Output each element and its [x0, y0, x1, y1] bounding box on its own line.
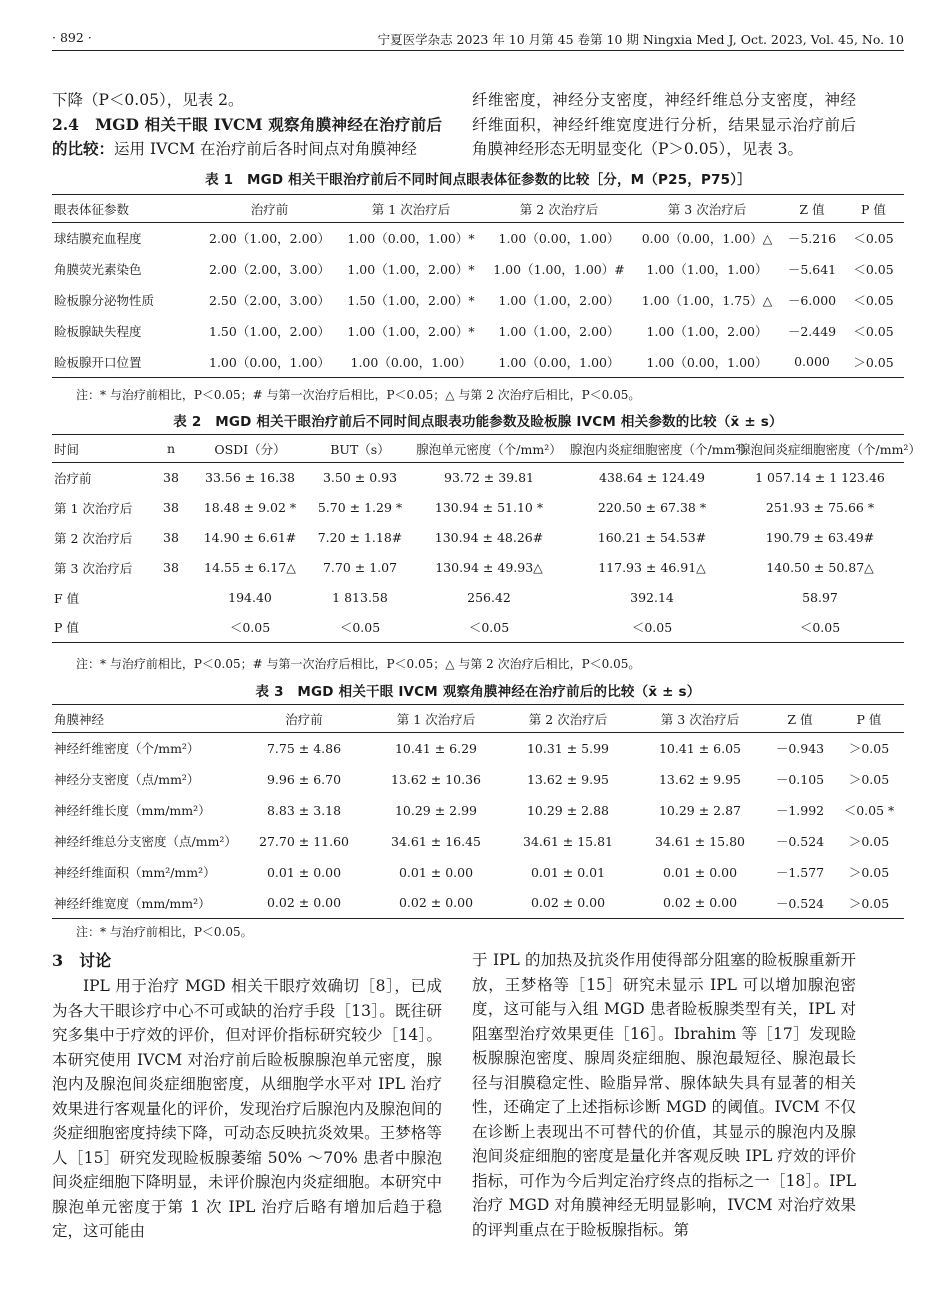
top-left-column: [52, 88, 442, 162]
cell: 160.21 ± 54.53#: [597, 530, 707, 545]
running-header: [52, 28, 904, 51]
cell: 190.79 ± 63.49#: [765, 530, 875, 545]
col-header: 时间: [52, 435, 152, 463]
cell: 1.50（1.00，2.00）*: [347, 293, 475, 308]
cell: 0.01 ± 0.00: [662, 864, 738, 880]
journal-info: 宁夏医学杂志 2023 年 10 月第 45 卷第 10 期 Ningxia Med J, Oct. 2023, Vol. 45, No. 10: [377, 32, 904, 47]
cell: 神经纤维长度（mm/mm²）: [54, 803, 211, 818]
table-row: [52, 285, 904, 316]
cell: 438.64 ± 124.49: [599, 470, 705, 486]
table-row: [52, 826, 904, 857]
table-row: [52, 764, 904, 795]
cell: 392.14: [630, 590, 674, 605]
cell: 0.000: [781, 347, 843, 378]
cell: 1.00（1.00，2.00）: [498, 293, 620, 308]
cell: 1.00（0.00，1.00）: [498, 231, 620, 247]
cell: －5.641: [787, 262, 837, 277]
top-right-column: [472, 88, 856, 162]
cell: －1.577: [775, 865, 825, 880]
cell: 0.01 ± 0.00: [266, 864, 342, 880]
cell: 130.94 ± 48.26#: [434, 530, 544, 545]
table1-note: 注：* 与治疗前相比，P＜0.05；# 与第一次治疗后相比，P＜0.05；△ 与第 2 次治疗后相比，P＜0.05。: [76, 388, 641, 402]
cell: 0.02 ± 0.00: [238, 888, 370, 919]
cell: 睑板腺开口位置: [52, 347, 202, 378]
table-row: [52, 613, 904, 643]
cell: －2.449: [787, 324, 837, 339]
col-header: 治疗前: [202, 195, 337, 223]
cell: 1.50（1.00，2.00）: [209, 324, 330, 339]
cell: 角膜荧光素染色: [54, 262, 142, 277]
cell: [152, 613, 190, 643]
cell: 球结膜充血程度: [54, 231, 142, 247]
cell: 7.20 ± 1.18#: [317, 530, 403, 545]
cell: ＞0.05: [848, 772, 890, 787]
cell: 0.02 ± 0.00: [502, 888, 634, 919]
col-header: 腺泡间炎症细胞密度（个/mm²）: [736, 435, 904, 463]
col-header: 腺泡内炎症细胞密度（个/mm²）: [568, 435, 736, 463]
cell: ＜0.05: [853, 262, 894, 277]
col-header: 第 2 次治疗后: [502, 705, 634, 733]
col-header: 第 1 次治疗后: [337, 195, 485, 223]
col-header: 治疗前: [238, 705, 370, 733]
discussion-right-column: [472, 948, 856, 1242]
col-header: P 值: [843, 195, 904, 223]
cell: 1.00（0.00，1.00）: [337, 347, 485, 378]
section-3-heading: 3 讨论: [52, 951, 112, 970]
cell: 10.41 ± 6.29: [394, 740, 478, 756]
table-row: [52, 254, 904, 285]
cell: 1.00（1.00，2.00）*: [347, 262, 475, 277]
cell: 1.00（1.00，2.00）*: [347, 324, 475, 339]
cell: 神经纤维总分支密度（点/mm²）: [54, 834, 237, 849]
table3-note: 注：* 与治疗前相比，P＜0.05。: [76, 925, 253, 939]
col-header: 第 2 次治疗后: [485, 195, 633, 223]
cell: 治疗前: [54, 470, 92, 486]
table-row: [52, 857, 904, 888]
paragraph: 于 IPL 的加热及抗炎作用使得部分阻塞的睑板腺重新开放，王梦格等［15］研究未显示 IPL 可以增加腺泡密度，这可能与入组 MGD 患者睑板腺类型有关，IPL 对阻塞型治疗效果更佳［16］。Ibrahim 等［17］发现睑板腺腺泡密度、腺周炎症细胞、腺泡最短径、腺泡最长径与泪膜稳定性、睑脂异常、腺体缺失具有显著的相关性，还确定了上述指标诊断 MGD 的阈值。IVCM 不仅在诊断上表现出不可替代的价值，其显示的腺泡内及腺泡间炎症细胞的密度是量化并客观反映 IPL 疗效的评价指标，可作为今后判定治疗终点的指标之一［18］。IPL 治疗 MGD 对角膜神经无明显影响，IVCM 对治疗效果的评判重点在于睑板腺指标。第: [472, 951, 856, 1239]
page-number: · 892 ·: [52, 30, 92, 45]
cell: 0.01 ± 0.01: [530, 864, 606, 880]
col-header: BUT（s）: [310, 435, 410, 463]
cell: 10.41 ± 6.05: [658, 740, 742, 756]
cell: ＜0.05: [853, 324, 894, 339]
cell: ＜0.05: [190, 613, 310, 643]
cell: 13.62 ± 9.95: [658, 771, 742, 787]
cell: 10.29 ± 2.87: [658, 802, 742, 818]
table-row: [52, 795, 904, 826]
col-header: 腺泡单元密度（个/mm²）: [410, 435, 568, 463]
cell: 14.90 ± 6.61#: [203, 530, 297, 545]
cell: ＞0.05: [843, 347, 904, 378]
cell: 8.83 ± 3.18: [266, 802, 342, 818]
cell: ＜0.05: [853, 231, 894, 247]
cell: 5.70 ± 1.29 *: [317, 500, 403, 515]
col-header: 第 3 次治疗后: [633, 195, 781, 223]
cell: 13.62 ± 10.36: [391, 771, 481, 787]
cell: －5.216: [787, 231, 837, 247]
cell: 130.94 ± 51.10 *: [434, 500, 544, 515]
cell: 2.00（1.00，2.00）: [209, 231, 330, 247]
table-row: [52, 523, 904, 553]
table3-caption: 表 3 MGD 相关干眼 IVCM 观察角膜神经在治疗前后的比较（x̄ ± s）: [255, 684, 701, 700]
cell: 1.00（1.00，1.00）: [646, 262, 768, 277]
cell: ＜0.05: [736, 613, 904, 643]
col-header: 第 3 次治疗后: [634, 705, 766, 733]
table-row: [52, 223, 904, 254]
cell: 251.93 ± 75.66 *: [765, 500, 875, 515]
table-row: [52, 347, 904, 378]
cell: 130.94 ± 49.93△: [435, 560, 543, 575]
col-header: 第 1 次治疗后: [370, 705, 502, 733]
cell: 神经纤维面积（mm²/mm²）: [54, 865, 216, 880]
cell: ＜0.05 *: [843, 803, 895, 818]
cell: 220.50 ± 67.38 *: [597, 500, 707, 515]
table-row: [52, 888, 904, 919]
cell: 58.97: [802, 590, 838, 605]
cell: 38: [163, 560, 179, 575]
col-header: 眼表体征参数: [52, 195, 202, 223]
cell: 1.00（1.00，1.75）△: [641, 293, 773, 308]
cell: 0.01 ± 0.00: [398, 864, 474, 880]
cell: 1 813.58: [332, 590, 388, 605]
cell: 1.00（0.00，1.00）*: [347, 231, 475, 247]
cell: －0.524: [766, 888, 834, 919]
cell: 27.70 ± 11.60: [259, 833, 349, 849]
cell: 1.00（0.00，1.00）: [485, 347, 633, 378]
col-header: P 值: [834, 705, 904, 733]
cell: 38: [163, 470, 179, 486]
cell: 1.00（1.00，2.00）: [498, 324, 620, 339]
col-header: n: [152, 435, 190, 463]
cell: 13.62 ± 9.95: [526, 771, 610, 787]
cell: 7.70 ± 1.07: [322, 560, 398, 575]
cell: 117.93 ± 46.91△: [598, 560, 706, 575]
cell: ＜0.05: [310, 613, 410, 643]
cell: ＜0.05: [568, 613, 736, 643]
cell: ＞0.05: [848, 741, 890, 757]
section-2-4: [52, 113, 442, 162]
table2-caption: 表 2 MGD 相关干眼治疗前后不同时间点眼表功能参数及睑板腺 IVCM 相关参数的比较（x̄ ± s）: [173, 414, 783, 430]
cell: ＜0.05: [853, 293, 894, 308]
cell: ＜0.05: [410, 613, 568, 643]
table2-note: 注：* 与治疗前相比，P＜0.05；# 与第一次治疗后相比，P＜0.05；△ 与第 2 次治疗后相比，P＜0.05。: [76, 657, 641, 671]
cell: －6.000: [787, 293, 837, 308]
cell: 1.00（1.00，2.00）: [646, 324, 768, 339]
cell: [152, 583, 190, 613]
cell: 神经纤维宽度（mm/mm²）: [52, 888, 238, 919]
cell: 第 2 次治疗后: [54, 530, 133, 546]
cell: 256.42: [467, 590, 511, 605]
cell: 神经分支密度（点/mm²）: [54, 772, 200, 787]
paragraph-text: 运用 IVCM 在治疗前后各时间点对角膜神经: [114, 140, 417, 158]
cell: 7.75 ± 4.86: [266, 740, 342, 756]
cell: 14.55 ± 6.17△: [204, 560, 296, 575]
table-row: [52, 316, 904, 347]
cell: 34.61 ± 16.45: [391, 833, 481, 849]
cell: 0.02 ± 0.00: [370, 888, 502, 919]
cell: ＞0.05: [848, 834, 890, 849]
paragraph: 纤维密度，神经分支密度，神经纤维总分支密度，神经纤维面积，神经纤维宽度进行分析，结果显示治疗前后角膜神经形态无明显变化（P＞0.05），见表 3。: [472, 91, 856, 158]
cell: 神经纤维密度（个/mm²）: [54, 741, 200, 757]
table3: [52, 704, 904, 919]
cell: 10.29 ± 2.99: [394, 802, 478, 818]
cell: ＞0.05: [834, 888, 904, 919]
cell: －0.524: [775, 834, 825, 849]
cell: 1.00（0.00，1.00）: [202, 347, 337, 378]
cell: 34.61 ± 15.80: [655, 833, 745, 849]
table1: [52, 194, 904, 378]
col-header: 角膜神经: [52, 705, 238, 733]
cell: 2.00（2.00，3.00）: [209, 262, 330, 277]
cell: 38: [163, 500, 179, 515]
cell: 第 1 次治疗后: [54, 500, 133, 516]
table-row: [52, 583, 904, 613]
cell: 2.50（2.00，3.00）: [209, 293, 330, 308]
table-row: [52, 733, 904, 764]
cell: 1.00（0.00，1.00）: [633, 347, 781, 378]
table-row: [52, 463, 904, 493]
table2: [52, 434, 921, 643]
cell: 0.00（0.00，1.00）△: [641, 231, 773, 247]
cell: 38: [163, 530, 179, 545]
subheading: 2.4 MGD 相关干眼 IVCM 观察角膜神经在治疗前后的比较：: [52, 114, 442, 158]
table-row: [52, 493, 904, 523]
col-header: Z 值: [766, 705, 834, 733]
table-row: [52, 553, 904, 583]
cell: 3.50 ± 0.93: [322, 470, 398, 486]
cell: 睑板腺缺失程度: [54, 324, 142, 339]
cell: F 值: [54, 590, 80, 606]
cell: －1.992: [775, 803, 825, 818]
cell: 0.02 ± 0.00: [634, 888, 766, 919]
cell: －0.943: [775, 741, 825, 757]
paragraph: 下降（P＜0.05），见表 2。: [52, 91, 244, 109]
cell: 33.56 ± 16.38: [205, 470, 295, 486]
paragraph: IPL 用于治疗 MGD 相关干眼疗效确切［8］，已成为各大干眼诊疗中心不可或缺的治疗手段［13］。既往研究多集中于疗效的评价，但对评价指标研究较少［14］。本研究使用 IVCM 对治疗前后睑板腺腺泡单元密度，腺泡内及腺泡间炎症细胞密度，从细胞学水平对 IPL 治疗效果进行客观量化的评价，发现治疗后腺泡内及腺泡间的炎症细胞密度持续下降，可动态反映抗炎效果。王梦格等人［15］研究发现睑板腺萎缩 50% ～70% 患者中腺泡间炎症细胞下降明显，未评价腺泡内炎症细胞。本研究中腺泡单元密度于第 1 次 IPL 治疗后略有增加后趋于稳定，这可能由: [52, 977, 442, 1240]
cell: 第 3 次治疗后: [54, 560, 133, 576]
col-header: Z 值: [781, 195, 843, 223]
cell: 18.48 ± 9.02 *: [203, 500, 297, 515]
cell: 1.00（1.00，1.00）#: [493, 262, 625, 277]
cell: －0.105: [775, 772, 825, 787]
cell: 睑板腺分泌物性质: [54, 293, 155, 308]
cell: 10.31 ± 5.99: [526, 740, 610, 756]
cell: 1 057.14 ± 1 123.46: [755, 470, 885, 486]
cell: 140.50 ± 50.87△: [766, 560, 874, 575]
cell: P 值: [52, 613, 152, 643]
col-header: OSDI（分）: [190, 435, 310, 463]
cell: 34.61 ± 15.81: [523, 833, 613, 849]
discussion-left-column: [52, 974, 442, 1244]
table1-caption: 表 1 MGD 相关干眼治疗前后不同时间点眼表体征参数的比较［分，M（P25，P75）］: [205, 172, 751, 188]
cell: 9.96 ± 6.70: [266, 771, 342, 787]
cell: 194.40: [228, 590, 272, 605]
cell: 10.29 ± 2.88: [526, 802, 610, 818]
cell: ＞0.05: [848, 865, 890, 880]
cell: 93.72 ± 39.81: [444, 470, 534, 486]
